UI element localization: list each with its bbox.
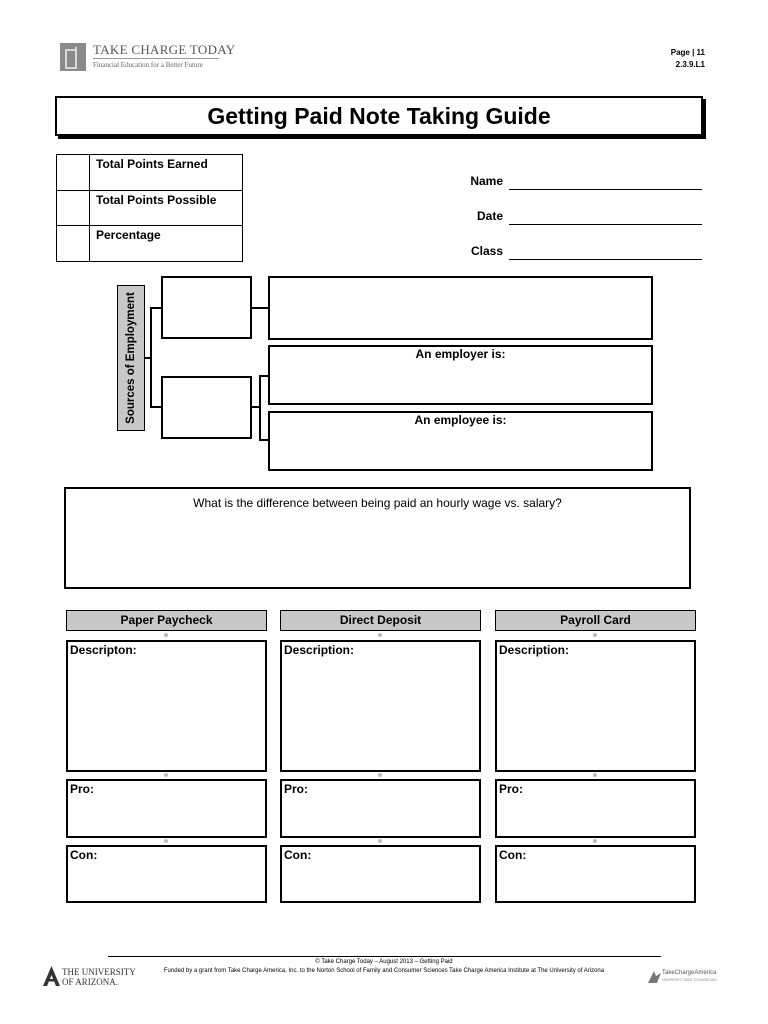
tca-tagline: NONPROFIT DEBT COUNSELING — [662, 978, 717, 982]
logo-tagline: Financial Education for a Better Future — [93, 61, 203, 69]
connector-dot — [164, 633, 168, 637]
column-heading: Paper Paycheck — [66, 610, 267, 631]
con-box[interactable] — [280, 845, 481, 903]
employment-notes-box[interactable] — [268, 276, 653, 340]
footer-funding-note: Funded by a grant from Take Charge America, Inc. to the Norton School of Family and Consumer Sciences Take Charge America Institute at The University of Arizona — [163, 968, 605, 974]
employment-source-box-1[interactable] — [161, 276, 252, 339]
connector-line — [259, 439, 268, 441]
con-box[interactable] — [495, 845, 696, 903]
connector-dot — [164, 773, 168, 777]
take-charge-america-icon — [648, 970, 661, 984]
connector-dot — [378, 839, 382, 843]
description-box[interactable] — [66, 640, 267, 772]
column-heading: Payroll Card — [495, 610, 696, 631]
tca-name: TakeChargeAmerica — [662, 970, 717, 976]
con-box[interactable] — [66, 845, 267, 903]
connector-line — [259, 375, 268, 377]
score-row-label: Total Points Possible — [90, 190, 243, 226]
column-heading: Direct Deposit — [280, 610, 481, 631]
take-charge-today-logo-icon — [60, 43, 86, 71]
ua-line-1: THE UNIVERSITY — [62, 967, 136, 977]
pro-box[interactable] — [280, 779, 481, 838]
employee-prompt: An employee is: — [414, 413, 507, 427]
score-row — [57, 226, 243, 262]
connector-dot — [164, 839, 168, 843]
description-label: Description: — [499, 643, 570, 657]
class-field[interactable] — [509, 259, 702, 260]
connector-line — [150, 307, 152, 408]
hourly-vs-salary-question-box[interactable] — [64, 487, 691, 589]
payment-column-paper-paycheck — [66, 610, 267, 862]
score-entry-cell[interactable] — [57, 190, 90, 226]
university-of-arizona-logo-icon — [42, 965, 61, 987]
sources-of-employment-label — [117, 285, 145, 431]
page-title: Getting Paid Note Taking Guide — [55, 96, 703, 136]
class-label: Class — [470, 244, 503, 258]
name-label: Name — [470, 174, 503, 188]
score-row — [57, 190, 243, 226]
connector-dot — [593, 839, 597, 843]
score-row-label: Percentage — [90, 226, 243, 262]
connector-dot — [593, 773, 597, 777]
logo-divider — [93, 58, 219, 59]
pro-box[interactable] — [495, 779, 696, 838]
employer-prompt: An employer is: — [415, 347, 506, 361]
score-row — [57, 155, 243, 191]
payment-column-direct-deposit — [280, 610, 481, 862]
connector-line — [259, 375, 261, 441]
pro-box[interactable] — [66, 779, 267, 838]
employee-definition-box[interactable] — [268, 411, 653, 471]
description-box[interactable] — [280, 640, 481, 772]
description-label: Descripton: — [70, 643, 137, 657]
date-label: Date — [476, 209, 503, 223]
payment-column-payroll-card — [495, 610, 696, 862]
page-number: Page | 11 — [670, 48, 705, 57]
question-text: What is the difference between being paid an hourly wage vs. salary? — [193, 496, 562, 510]
date-field[interactable] — [509, 224, 702, 225]
employment-source-box-2[interactable] — [161, 376, 252, 439]
side-label-text: Sources of Employment — [125, 292, 137, 424]
footer-divider — [108, 956, 661, 957]
ua-line-2: OF ARIZONA. — [62, 977, 119, 987]
connector-dot — [378, 773, 382, 777]
score-row-label: Total Points Earned — [90, 155, 243, 191]
connector-line — [252, 307, 268, 309]
description-label: Description: — [284, 643, 355, 657]
university-of-arizona-wordmark — [62, 967, 136, 987]
description-box[interactable] — [495, 640, 696, 772]
page-info — [671, 47, 705, 71]
score-entry-cell[interactable] — [57, 155, 90, 191]
pro-label: Pro: — [499, 782, 523, 796]
name-field[interactable] — [509, 189, 702, 190]
con-label: Con: — [284, 848, 312, 862]
score-table — [56, 154, 243, 262]
con-label: Con: — [499, 848, 527, 862]
connector-dot — [378, 633, 382, 637]
score-entry-cell[interactable] — [57, 226, 90, 262]
footer-copyright: © Take Charge Today – August 2013 – Getting Paid — [315, 959, 453, 965]
document-code: 2.3.9.L1 — [675, 60, 705, 69]
take-charge-america-logo — [648, 969, 730, 987]
con-label: Con: — [70, 848, 98, 862]
employer-definition-box[interactable] — [268, 345, 653, 405]
pro-label: Pro: — [70, 782, 94, 796]
pro-label: Pro: — [284, 782, 308, 796]
connector-dot — [593, 633, 597, 637]
logo-title: TAKE CHARGE TODAY — [93, 42, 236, 57]
